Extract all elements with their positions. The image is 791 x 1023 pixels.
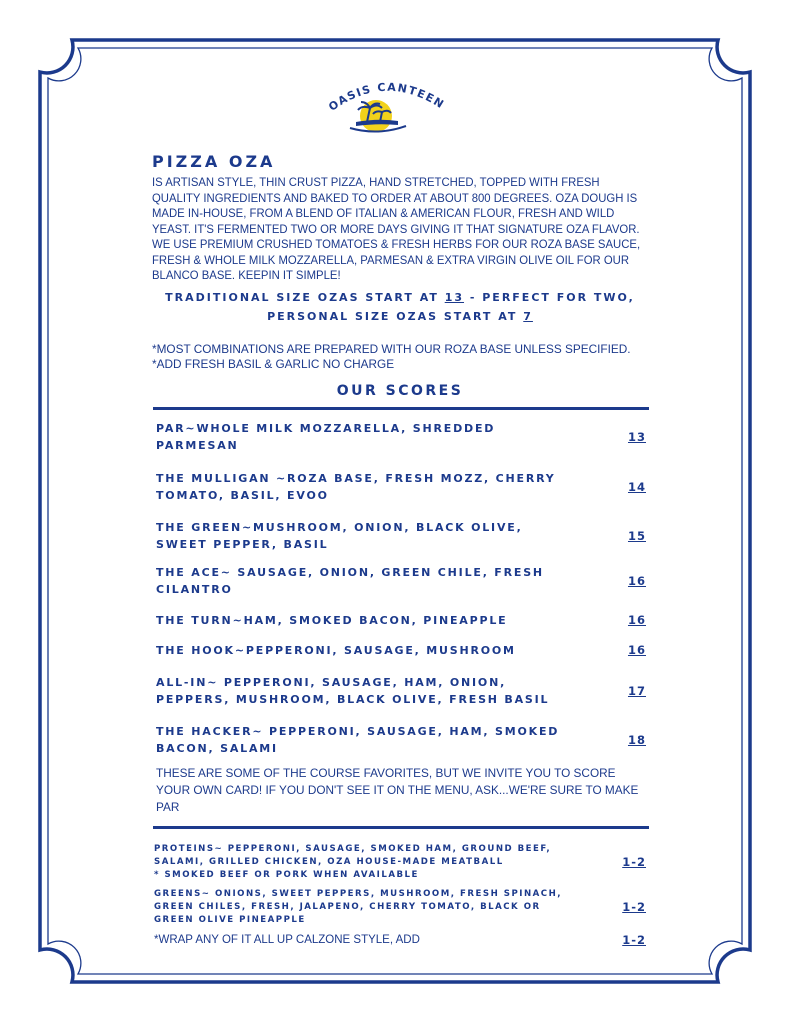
size-pricing [150, 288, 650, 326]
item-description: ALL-IN~ PEPPERONI, SAUSAGE, HAM, ONION, PEPPERS, MUSHROOM, BLACK OLIVE, FRESH BASIL [156, 675, 550, 706]
menu-title: PIZZA OZA [152, 152, 276, 171]
traditional-size-line: TRADITIONAL SIZE OZAS START AT 13 - PERFECT FOR TWO, [165, 290, 635, 304]
calzone-description: *WRAP ANY OF IT ALL UP CALZONE STYLE, ADD [154, 933, 420, 946]
menu-item [156, 642, 646, 659]
menu-item [156, 564, 646, 598]
menu-item [156, 519, 646, 553]
item-description: THE HOOK~PEPPERONI, SAUSAGE, MUSHROOM [156, 643, 516, 657]
notes [152, 342, 650, 373]
addon-subnote: * SMOKED BEEF OR PORK WHEN AVAILABLE [154, 869, 419, 880]
menu-item [156, 723, 646, 757]
calzone-price: 1-2 [622, 932, 646, 947]
item-price: 17 [627, 683, 646, 698]
addon-item [154, 843, 646, 882]
item-description: PAR~WHOLE MILK MOZZARELLA, SHREDDED PARMESAN [156, 421, 496, 452]
divider [153, 407, 649, 410]
scores-list [150, 420, 650, 757]
item-price: 16 [627, 613, 646, 627]
note-base: *MOST COMBINATIONS ARE PREPARED WITH OUR ROZA BASE UNLESS SPECIFIED. [152, 341, 631, 356]
addon-description: GREENS~ ONIONS, SWEET PEPPERS, MUSHROOM, FRESH SPINACH, GREEN CHILES, FRESH, JALAPENO, CHERRY TOMATO, BLACK OR GREEN OLIVE PINEAPPLE [154, 888, 563, 925]
note-basil: *ADD FRESH BASIL & GARLIC NO CHARGE [152, 357, 395, 371]
personal-size-line: PERSONAL SIZE OZAS START AT 7 [267, 309, 533, 323]
calzone-addon [154, 933, 646, 947]
menu-item [156, 612, 646, 629]
menu-content [150, 152, 650, 947]
menu-item [156, 674, 646, 708]
addons-list [150, 843, 650, 927]
logo-text: OASIS CANTEEN [326, 80, 448, 114]
item-price: 14 [627, 479, 646, 494]
item-description: THE GREEN~MUSHROOM, ONION, BLACK OLIVE, SWEET PEPPER, BASIL [156, 520, 523, 551]
item-price: 16 [627, 573, 646, 588]
traditional-price: 13 [444, 290, 465, 304]
menu-item [156, 420, 646, 454]
divider [153, 826, 649, 829]
item-price: 13 [627, 429, 646, 444]
scores-heading: OUR SCORES [336, 382, 464, 399]
item-description: THE MULLIGAN ~ROZA BASE, FRESH MOZZ, CHERRY TOMATO, BASIL, EVOO [156, 471, 556, 502]
oasis-canteen-logo [312, 78, 452, 138]
favorites-note: THESE ARE SOME OF THE COURSE FAVORITES, BUT WE INVITE YOU TO SCORE YOUR OWN CARD! IF YOU DON'T SEE IT ON THE MENU, ASK...WE'RE SURE TO MAKE PAR [156, 765, 639, 814]
item-price: 18 [627, 732, 646, 747]
addon-price: 1-2 [622, 900, 646, 914]
item-description: THE HACKER~ PEPPERONI, SAUSAGE, HAM, SMOKED BACON, SALAMI [156, 724, 560, 755]
addon-item [154, 888, 646, 927]
item-description: THE TURN~HAM, SMOKED BACON, PINEAPPLE [156, 613, 508, 627]
personal-price: 7 [523, 309, 533, 323]
menu-item [156, 470, 646, 504]
item-description: THE ACE~ SAUSAGE, ONION, GREEN CHILE, FRESH CILANTRO [156, 565, 544, 596]
addon-price: 1-2 [622, 855, 646, 869]
intro-paragraph: IS ARTISAN STYLE, THIN CRUST PIZZA, HAND STRETCHED, TOPPED WITH FRESH QUALITY INGREDIENTS AND BAKED TO ORDER AT ABOUT 800 DEGREES. OZA DOUGH IS MADE IN-HOUSE, FROM A BLEND OF ITALIAN & AMERICAN FLOUR, FRESH AND WILD YEAST. IT'S FERMENTED TWO OR MORE DAYS GIVING IT THAT SIGNATURE OZA FLAVOR. WE USE PREMIUM CRUSHED TOMATOES & FRESH HERBS FOR OUR ROZA BASE SAUCE, FRESH & WHOLE MILK MOZZARELLA, PARMESAN & EXTRA VIRGIN OLIVE OIL FOR OUR BLANCO BASE. KEEPIN IT SIMPLE! [152, 175, 641, 282]
item-price: 15 [627, 528, 646, 543]
item-price: 16 [627, 643, 646, 657]
addon-description: PROTEINS~ PEPPERONI, SAUSAGE, SMOKED HAM, GROUND BEEF, SALAMI, GRILLED CHICKEN, OZA HOUSE-MADE MEATBALL [154, 843, 552, 867]
